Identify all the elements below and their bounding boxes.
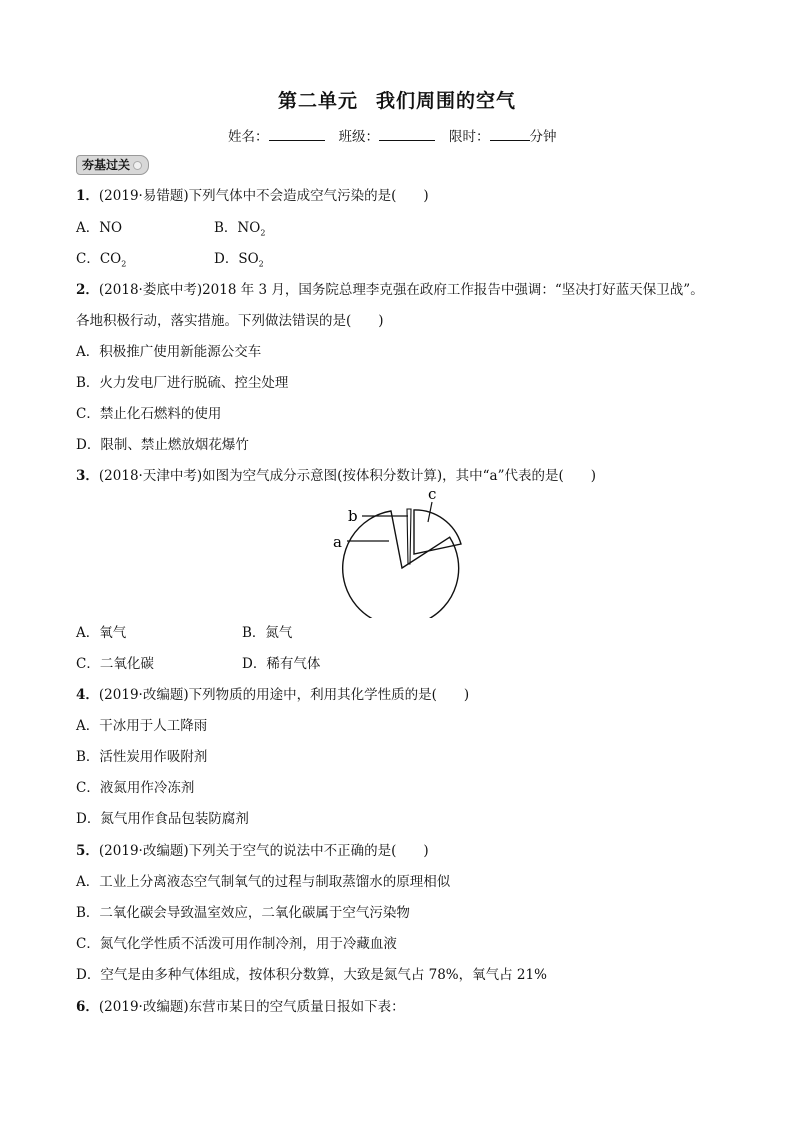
q1-option-d[interactable]: D．$SO_2$ bbox=[214, 251, 264, 269]
q5-option-c[interactable]: C．氮气化学性质不活泼可用作制冷剂，用于冷藏血液 bbox=[76, 936, 397, 952]
q3-text: (2018·天津中考)如图为空气成分示意图(按体积分数计算)，其中“a”代表的是( ) bbox=[98, 468, 597, 484]
tag-dot-icon bbox=[133, 161, 142, 170]
q3-option-a[interactable]: A．氧气 bbox=[76, 625, 127, 641]
label-a: a bbox=[333, 533, 342, 551]
student-info-row bbox=[228, 125, 557, 145]
name-label: 姓名： bbox=[228, 129, 269, 145]
class-label: 班级： bbox=[338, 129, 379, 145]
q3-option-d[interactable]: D．稀有气体 bbox=[242, 656, 321, 672]
q2-option-a[interactable]: A．积极推广使用新能源公交车 bbox=[76, 344, 262, 360]
q5-stem bbox=[76, 842, 429, 860]
q2-option-d[interactable]: D．限制、禁止燃放烟花爆竹 bbox=[76, 437, 249, 453]
air-composition-pie-figure bbox=[328, 486, 468, 618]
q5-option-b[interactable]: B．二氧化碳会导致温室效应，二氧化碳属于空气污染物 bbox=[76, 905, 410, 921]
q4-stem bbox=[76, 686, 469, 704]
label-b: b bbox=[348, 507, 358, 525]
q1-text: (2019·易错题)下列气体中不会造成空气污染的是( ) bbox=[98, 188, 429, 204]
q5-option-d[interactable]: D．空气是由多种气体组成，按体积分数算，大致是氮气占 78%，氧气占 21% bbox=[76, 967, 547, 983]
q4-option-b[interactable]: B．活性炭用作吸附剂 bbox=[76, 749, 208, 765]
time-blank[interactable] bbox=[490, 126, 530, 141]
class-blank[interactable] bbox=[379, 126, 435, 141]
q2-number: 2． bbox=[76, 282, 99, 298]
q4-option-c[interactable]: C．液氮用作冷冻剂 bbox=[76, 780, 195, 796]
q2-stem-line-1 bbox=[76, 281, 704, 299]
q4-number: 4． bbox=[76, 687, 99, 703]
q5-text: (2019·改编题)下列关于空气的说法中不正确的是( ) bbox=[98, 843, 429, 859]
section-tag-label: 夯基过关 bbox=[82, 158, 131, 172]
q3-option-b[interactable]: B．氮气 bbox=[242, 625, 293, 641]
name-blank[interactable] bbox=[269, 126, 325, 141]
q5-number: 5． bbox=[76, 843, 99, 859]
pie-slice-c bbox=[414, 510, 461, 554]
unit-title: 第二单元 bbox=[277, 90, 358, 112]
q1-option-b[interactable]: B．$NO_2$ bbox=[214, 220, 266, 238]
q1-number: 1． bbox=[76, 188, 99, 204]
q3-number: 3． bbox=[76, 468, 99, 484]
q6-stem bbox=[76, 998, 405, 1016]
page-title bbox=[0, 86, 794, 113]
q1-stem bbox=[76, 187, 429, 205]
section-tag bbox=[76, 155, 149, 175]
pie-slice-b bbox=[407, 509, 411, 564]
time-unit: 分钟 bbox=[529, 129, 557, 145]
q6-text: (2019·改编题)东营市某日的空气质量日报如下表： bbox=[98, 999, 405, 1015]
q4-option-a[interactable]: A．干冰用于人工降雨 bbox=[76, 718, 208, 734]
label-c: c bbox=[428, 486, 437, 503]
q1-option-c[interactable]: C．$CO_2$ bbox=[76, 251, 127, 269]
q4-text: (2019·改编题)下列物质的用途中，利用其化学性质的是( ) bbox=[98, 687, 470, 703]
q4-option-d[interactable]: D．氮气用作食品包装防腐剂 bbox=[76, 811, 249, 827]
q1-option-a[interactable]: A．NO bbox=[76, 220, 123, 236]
time-label: 限时： bbox=[449, 129, 490, 145]
q2-option-b[interactable]: B．火力发电厂进行脱硫、控尘处理 bbox=[76, 375, 289, 391]
pie-slice-a bbox=[343, 511, 459, 618]
q2-option-c[interactable]: C．禁止化石燃料的使用 bbox=[76, 406, 222, 422]
q3-stem bbox=[76, 467, 596, 485]
q1-options-row-1 bbox=[76, 219, 266, 238]
q1-options-row-2 bbox=[76, 250, 264, 274]
q6-number: 6． bbox=[76, 999, 99, 1015]
q3-options-row-2 bbox=[76, 655, 321, 673]
q2-text-2: 各地积极行动，落实措施。下列做法错误的是( ) bbox=[76, 313, 384, 329]
q2-text-1: (2018·娄底中考)2018 年 3 月，国务院总理李克强在政府工作报告中强调：“坚决打好蓝天保卫战”。 bbox=[98, 282, 704, 298]
q3-options-row-1 bbox=[76, 624, 293, 642]
q5-option-a[interactable]: A．工业上分离液态空气制氧气的过程与制取蒸馏水的原理相似 bbox=[76, 874, 451, 890]
topic-title: 我们周围的空气 bbox=[376, 90, 517, 112]
q2-stem-line-2 bbox=[76, 312, 384, 330]
q3-option-c[interactable]: C．二氧化碳 bbox=[76, 656, 154, 672]
